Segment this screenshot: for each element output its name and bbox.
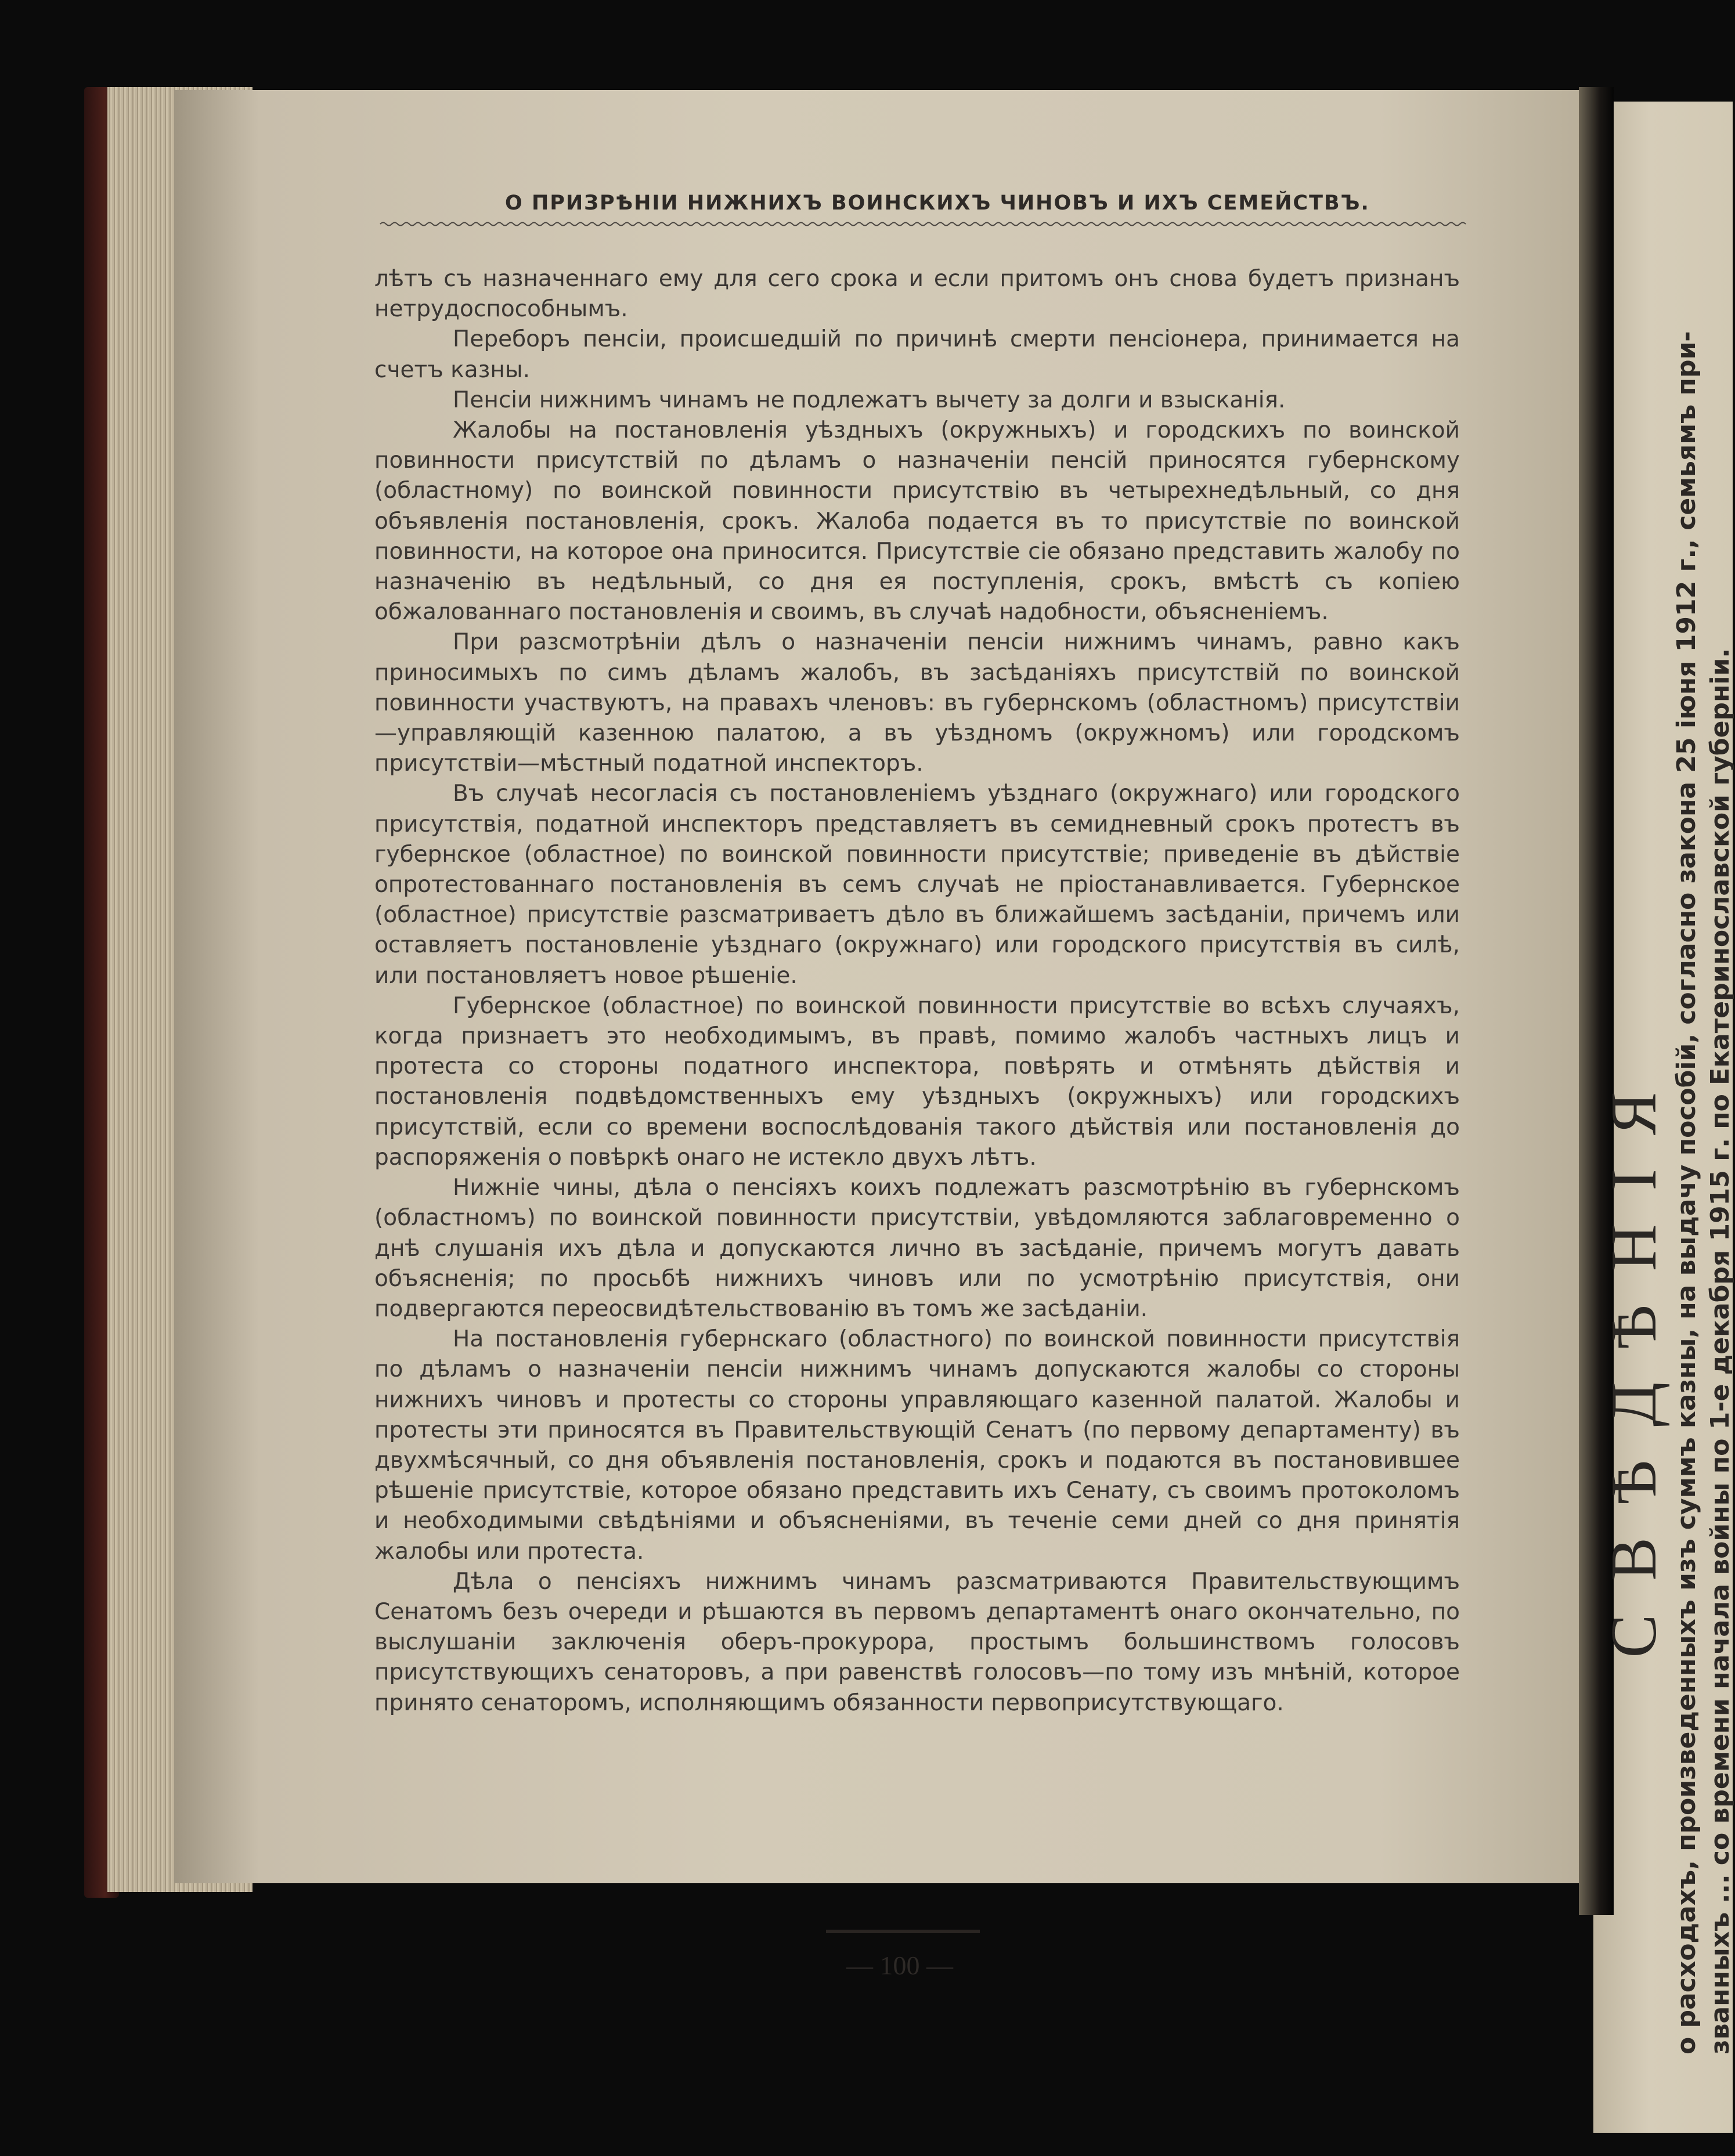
- paragraph: Губернское (областное) по воинской повинности присутствіе во всѣхъ случаяхъ, когда признаетъ это необходимымъ, въ правѣ, помимо жалобъ частныхъ лицъ и протеста со стороны податного инспектора, повѣрять и отмѣнять дѣйствія и постановленія подвѣдомственныхъ ему уѣздныхъ (окружныхъ) или городскихъ присутствій, если со времени воспослѣдованія такого дѣйствія или постановленія до распоряженія о повѣркѣ онаго не истекло двухъ лѣтъ.: [374, 992, 1460, 1171]
- page-number: — 100 —: [846, 1951, 953, 1980]
- paragraph: Переборъ пенсіи, происшедшій по причинѣ смерти пенсіонера, принимается на счетъ казны.: [374, 326, 1460, 383]
- paragraph: Пенсіи нижнимъ чинамъ не подлежатъ вычету за долги и взысканія.: [453, 387, 1286, 413]
- running-header: О ПРИЗРѢНІИ НИЖНИХЪ ВОИНСКИХЪ ЧИНОВЪ И ИХЪ СЕМЕЙСТВЪ.: [505, 192, 1370, 215]
- paragraph: На постановленія губернскаго (областного) по воинской повинности присутствія по дѣламъ о назначеніи пенсіи нижнимъ чинамъ допускаются жалобы со стороны нижнихъ чиновъ и протесты со стороны управляющаго казенной палатой. Жалобы и протесты эти приносятся въ Правительствующій Сенатъ (по первому департаменту) въ двухмѣсячный, со дня объявленія постановленія, срокъ и подаются въ постановившее рѣшеніе присутствіе, которое обязано представить ихъ Сенату, съ своимъ протоколомъ и необходимыми свѣдѣніями и объясненіями, въ теченіе семи дней со дня принятія жалобы или протеста.: [374, 1326, 1460, 1565]
- facing-page-rotated-text: [1598, 139, 1735, 2054]
- body-text: [374, 264, 1460, 1718]
- facing-page-subtitle-line2: званныхъ ... со времени начала войны по 1-е декабря 1915 г. по Екатеринославской губерніи.: [1705, 648, 1735, 2054]
- paragraph: лѣтъ съ назначеннаго ему для сего срока и если притомъ онъ снова будетъ признанъ нетрудоспособнымъ.: [374, 266, 1460, 323]
- paragraph: Жалобы на постановленія уѣздныхъ (окружныхъ) и городскихъ по воинской повинности присутствій по дѣламъ о назначеніи пенсій приносятся губернскому (областному) по воинской повинности присутствію въ четырехнедѣльный, со дня объявленія постановленія, срокъ. Жалоба подается въ то присутствіе по воинской повинности, на которое она приносится. Присутствіе сіе обязано представить жалобу по назначенію въ недѣльный, со дня ея поступленія, срокъ, вмѣстѣ съ копіею обжалованнаго постановленія и своимъ, въ случаѣ надобности, объясненіемъ.: [374, 417, 1460, 626]
- paragraph: Въ случаѣ несогласія съ постановленіемъ уѣзднаго (окружнаго) или городского присутствія, податной инспекторъ представляетъ въ семидневный срокъ протестъ въ губернское (областное) по воинской повинности присутствіе; приведеніе въ дѣйствіе опротестованнаго постановленія въ семъ случаѣ не пріостанавливается. Губернское (областное) присутствіе разсматриваетъ дѣло въ ближайшемъ засѣданіи, причемъ или оставляетъ постановленіе уѣзднаго (окружнаго) или городского присутствія въ силѣ, или постановляетъ новое рѣшеніе.: [374, 781, 1460, 989]
- paragraph: Нижніе чины, дѣла о пенсіяхъ коихъ подлежатъ разсмотрѣнію въ губернскомъ (областномъ) по воинской повинности присутствіи, увѣдомляются заблаговременно о днѣ слушанія ихъ дѣла и допускаются лично въ засѣданіе, причемъ могутъ давать объясненія; по просьбѣ нижнихъ чиновъ или по усмотрѣнію присутствія, они подвергаются переосвидѣтельствованію въ томъ же засѣданіи.: [374, 1175, 1460, 1322]
- facing-page-title: СВѢДѢНІЯ: [1598, 1058, 1670, 1658]
- facing-page-subtitle-line1: о расходахъ, произведенныхъ изъ суммъ казны, на выдачу пособій, согласно закона 25 іюня 1912 г., семьямъ при-: [1672, 331, 1701, 2054]
- footer-rule: [826, 1930, 980, 1933]
- paragraph: При разсмотрѣніи дѣлъ о назначеніи пенсіи нижнимъ чинамъ, равно какъ приносимыхъ по симъ дѣламъ жалобъ, въ засѣданіяхъ присутствій по воинской повинности участвуютъ, на правахъ членовъ: въ губернскомъ (областномъ) присутствіи—управляющій казенною палатою, а въ уѣздномъ (окружномъ) или городскомъ присутствіи—мѣстный податной инспекторъ.: [374, 629, 1460, 777]
- header-wavy-rule: [380, 221, 1466, 227]
- paragraph: Дѣла о пенсіяхъ нижнимъ чинамъ разсматриваются Правительствующимъ Сенатомъ безъ очереди и рѣшаются въ первомъ департаментѣ онаго окончательно, по выслушаніи заключенія оберъ-прокурора, простымъ большинствомъ голосовъ присутствующихъ сенаторовъ, а при равенствѣ голосовъ—по тому изъ мнѣній, которое принято сенаторомъ, исполняющимъ обязанности первоприсутствующаго.: [374, 1568, 1460, 1716]
